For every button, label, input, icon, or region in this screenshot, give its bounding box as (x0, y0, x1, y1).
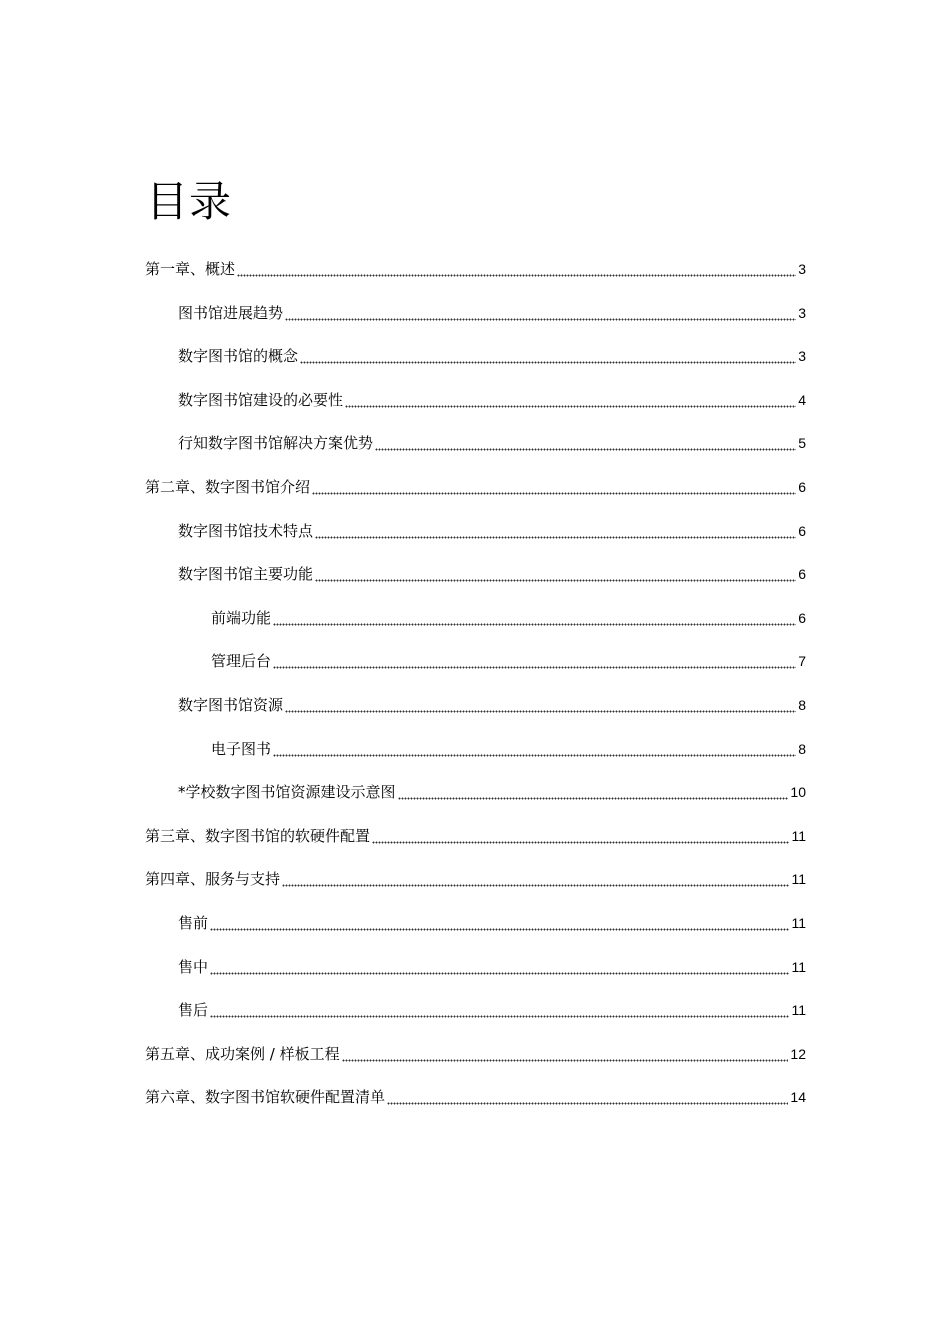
toc-page-number: 8 (798, 740, 806, 757)
toc-entry-text: 售后 (178, 1001, 209, 1020)
toc-entry[interactable] (211, 730, 806, 760)
toc-entry-text: 图书馆进展趋势 (178, 303, 284, 322)
dot-leader (273, 607, 796, 629)
toc-entry[interactable] (178, 773, 806, 803)
dot-leader (237, 258, 796, 280)
toc-page-number: 11 (791, 871, 806, 888)
dot-leader (210, 956, 789, 978)
dot-leader (285, 302, 796, 324)
toc-page-number: 6 (798, 566, 806, 583)
toc-entry[interactable] (178, 948, 806, 978)
toc-entry-text: 管理后台 (211, 652, 272, 671)
dot-leader (282, 868, 789, 890)
dot-leader (387, 1086, 788, 1108)
toc-entry-text: 数字图书馆建设的必要性 (178, 390, 344, 409)
toc-entry-text: 第一章、概述 (145, 260, 236, 278)
toc-page-number: 6 (798, 479, 806, 495)
toc-entry-text: 第四章、服务与支持 (145, 870, 281, 889)
dot-leader (345, 389, 796, 411)
dot-leader (210, 999, 789, 1021)
toc-entry[interactable] (178, 294, 806, 324)
toc-page-number: 11 (791, 1002, 806, 1019)
toc-entry-text: 数字图书馆资源 (178, 696, 284, 714)
dot-leader (372, 825, 789, 847)
toc-entry[interactable] (211, 599, 806, 629)
toc-entry-text: 前端功能 (211, 608, 272, 627)
toc-entry-text: 第六章、数字图书馆软硬件配置清单 (145, 1088, 386, 1107)
toc-page-number: 3 (798, 348, 806, 365)
toc-entry-chapter-1[interactable] (145, 250, 806, 280)
toc-page-number: 6 (798, 522, 806, 539)
toc-entry-text: 售前 (178, 914, 209, 932)
dot-leader (342, 1043, 789, 1065)
toc-entry-chapter-2[interactable] (145, 468, 806, 498)
toc-entry[interactable] (178, 337, 806, 367)
toc-entry[interactable] (178, 512, 806, 542)
toc-entry-chapter-3[interactable] (145, 817, 806, 847)
toc-entry-chapter-4[interactable] (145, 860, 806, 890)
toc-page-number: 4 (798, 391, 806, 408)
dot-leader (273, 650, 796, 672)
toc-entry-text: 行知数字图书馆解决方案优势 (178, 434, 374, 453)
toc-entry-text: 电子图书 (211, 739, 272, 758)
toc-page-number: 14 (790, 1089, 806, 1106)
dot-leader (300, 345, 796, 367)
toc-page-number: 5 (798, 435, 806, 452)
toc-entry-text: 数字图书馆技术特点 (178, 521, 314, 540)
dot-leader (285, 694, 796, 716)
toc-entry[interactable] (178, 991, 806, 1021)
toc-entry-text: 售中 (178, 957, 209, 976)
toc-page-number: 3 (798, 304, 806, 321)
dot-leader (315, 520, 796, 542)
toc-entry-chapter-6[interactable] (145, 1078, 806, 1108)
dot-leader (210, 912, 789, 934)
toc-title: 目录 (146, 177, 233, 226)
dot-leader (398, 781, 789, 803)
toc-page-number: 11 (791, 958, 806, 975)
toc-page-number: 10 (790, 784, 806, 801)
toc-entry[interactable] (178, 381, 806, 411)
toc-entry[interactable] (178, 904, 806, 934)
toc-entry-text: 第三章、数字图书馆的软硬件配置 (145, 826, 371, 845)
toc-entry-text: 数字图书馆主要功能 (178, 565, 314, 584)
toc-page-number: 7 (798, 653, 806, 670)
toc-page-number: 8 (798, 697, 806, 713)
toc-entry-text: *学校数字图书馆资源建设示意图 (178, 783, 396, 802)
toc-page-number: 11 (791, 827, 806, 844)
toc-entry[interactable] (211, 642, 806, 672)
toc-entry-text: 第二章、数字图书馆介绍 (145, 478, 311, 496)
toc-page-number: 6 (798, 609, 806, 626)
toc-page-number: 11 (791, 915, 806, 931)
toc-entry-chapter-5[interactable] (145, 1035, 806, 1065)
toc-entry[interactable] (178, 686, 806, 716)
dot-leader (273, 738, 796, 760)
toc-page-number: 12 (790, 1045, 806, 1062)
dot-leader (315, 563, 796, 585)
toc-entry-text: 数字图书馆的概念 (178, 347, 299, 366)
toc-entry[interactable] (178, 424, 806, 454)
toc-entry[interactable] (178, 555, 806, 585)
dot-leader (375, 432, 796, 454)
toc-page-number: 3 (798, 261, 806, 277)
dot-leader (312, 476, 796, 498)
toc-entry-text: 第五章、成功案例 / 样板工程 (145, 1044, 340, 1063)
